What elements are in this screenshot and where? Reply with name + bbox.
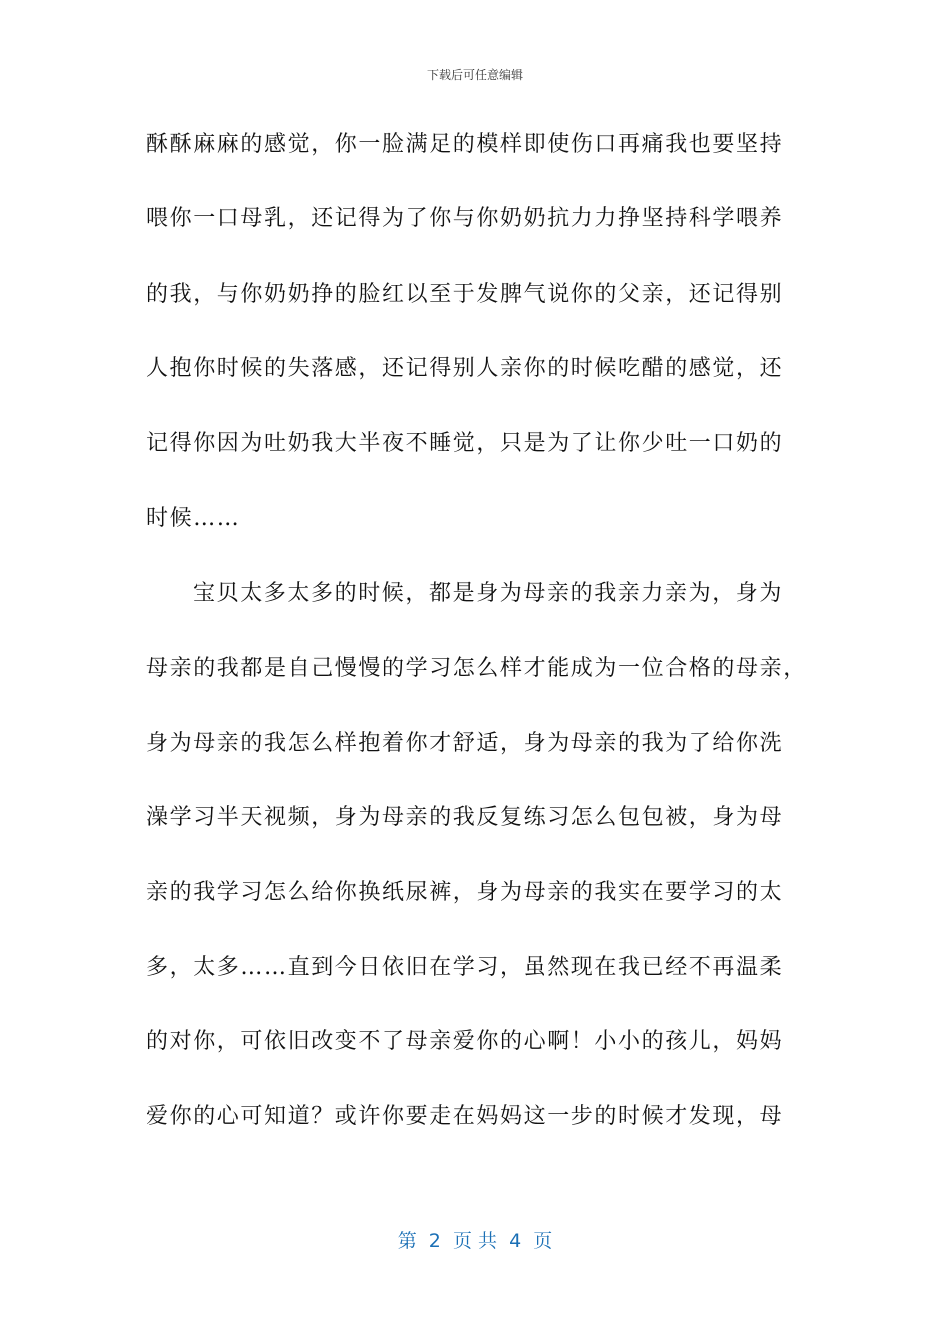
text-line: 的对你，可依旧改变不了母亲爱你的心啊！小小的孩儿，妈妈 xyxy=(146,1029,784,1054)
text-line: 澡学习半天视频，身为母亲的我反复练习怎么包包被，身为母 xyxy=(146,805,784,830)
text-line: 母亲的我都是自己慢慢的学习怎么样才能成为一位合格的母亲， xyxy=(146,656,807,681)
text-line: 时候…… xyxy=(146,506,241,531)
text-line: 亲的我学习怎么给你换纸尿裤，身为母亲的我实在要学习的太 xyxy=(146,880,784,905)
page-header-note: 下载后可任意编辑 xyxy=(426,68,523,82)
text-line: 酥酥麻麻的感觉，你一脸满足的模样即使伤口再痛我也要坚持 xyxy=(146,132,784,157)
page-number-footer: 第 2 页 共 4 页 xyxy=(397,1230,553,1252)
text-line: 人抱你时候的失落感，还记得别人亲你的时候吃醋的感觉，还 xyxy=(146,356,784,381)
text-line: 记得你因为吐奶我大半夜不睡觉，只是为了让你少吐一口奶的 xyxy=(146,431,784,456)
paragraph-first-line: 宝贝太多太多的时候，都是身为母亲的我亲力亲为，身为 xyxy=(193,581,784,606)
text-line: 爱你的心可知道？或许你要走在妈妈这一步的时候才发现，母 xyxy=(146,1104,784,1129)
text-line: 的我，与你奶奶挣的脸红以至于发脾气说你的父亲，还记得别 xyxy=(146,282,784,307)
text-line: 身为母亲的我怎么样抱着你才舒适，身为母亲的我为了给你洗 xyxy=(146,731,784,756)
text-line: 多，太多……直到今日依旧在学习，虽然现在我已经不再温柔 xyxy=(146,955,784,980)
text-line: 喂你一口母乳，还记得为了你与你奶奶抗力力挣坚持科学喂养 xyxy=(146,206,784,231)
